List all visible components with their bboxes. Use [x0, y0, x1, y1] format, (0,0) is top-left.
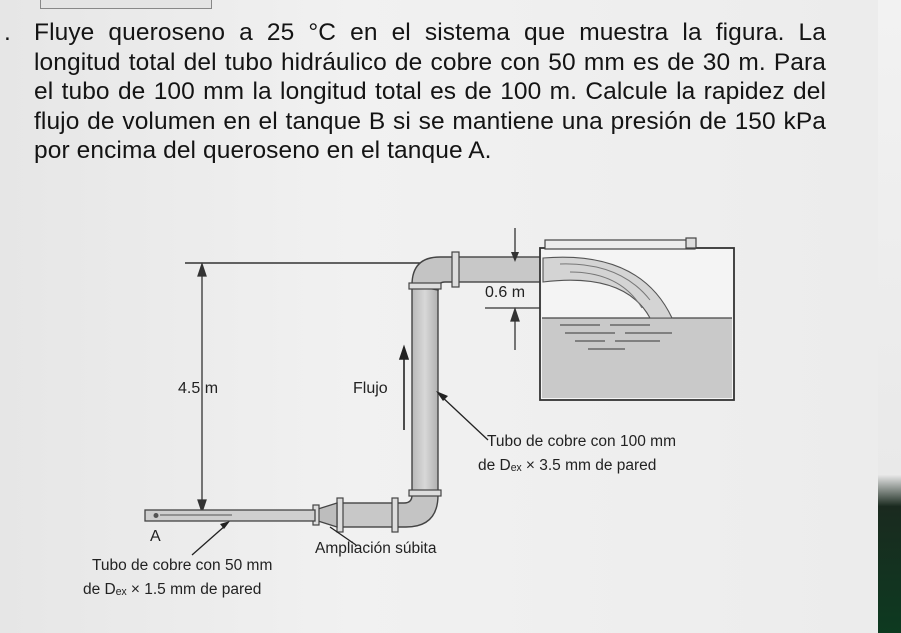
small-pipe-label-line1: Tubo de cobre con 50 mm	[92, 557, 273, 574]
top-elbow-flange	[409, 283, 441, 289]
pipe-end-cap	[154, 513, 159, 518]
drop-label: 0.6 m	[485, 284, 526, 301]
bottom-elbow-flange	[409, 490, 441, 496]
tank-vent	[686, 238, 696, 248]
large-pipe-label-line2: de Dₑₓ × 3.5 mm de pared	[478, 457, 657, 474]
small-pipe-leader	[192, 525, 226, 555]
sudden-expansion	[318, 503, 337, 527]
expansion-large-section	[340, 503, 395, 527]
bottom-elbow	[395, 495, 438, 527]
expansion-flange-right	[392, 498, 398, 532]
problem-bullet: .	[4, 19, 11, 46]
large-pipe-horizontal	[455, 257, 543, 282]
problem-text: Fluye queroseno a 25 °C en el sistema que muestra la figura. La longitud total del tubo hidráulico de cobre con 50 mm es de 30 m. Para el tubo de 100 mm la longitud total es de 100 m. Calcule la rapidez del flujo de volumen en el tanque B si se mantiene una presión de 150 kPa por encima del queroseno en el tanque A.	[34, 19, 826, 164]
large-pipe-vertical	[412, 285, 438, 495]
expansion-label: Ampliación súbita	[315, 540, 437, 557]
small-pipe-label-line2: de Dₑₓ × 1.5 mm de pared	[83, 581, 262, 598]
drop-dimension	[485, 308, 540, 350]
expansion-flange-left	[337, 498, 343, 532]
flow-label: Flujo	[353, 380, 388, 397]
point-a-label: A	[150, 528, 161, 545]
large-pipe-label-line1: Tubo de cobre con 100 mm	[487, 433, 676, 450]
top-pipe-flange	[452, 252, 459, 287]
flow-arrow	[400, 347, 408, 430]
tank-liquid	[542, 318, 732, 398]
height-label: 4.5 m	[178, 380, 219, 397]
tank-lid	[545, 240, 695, 249]
large-pipe-leader	[440, 395, 488, 440]
